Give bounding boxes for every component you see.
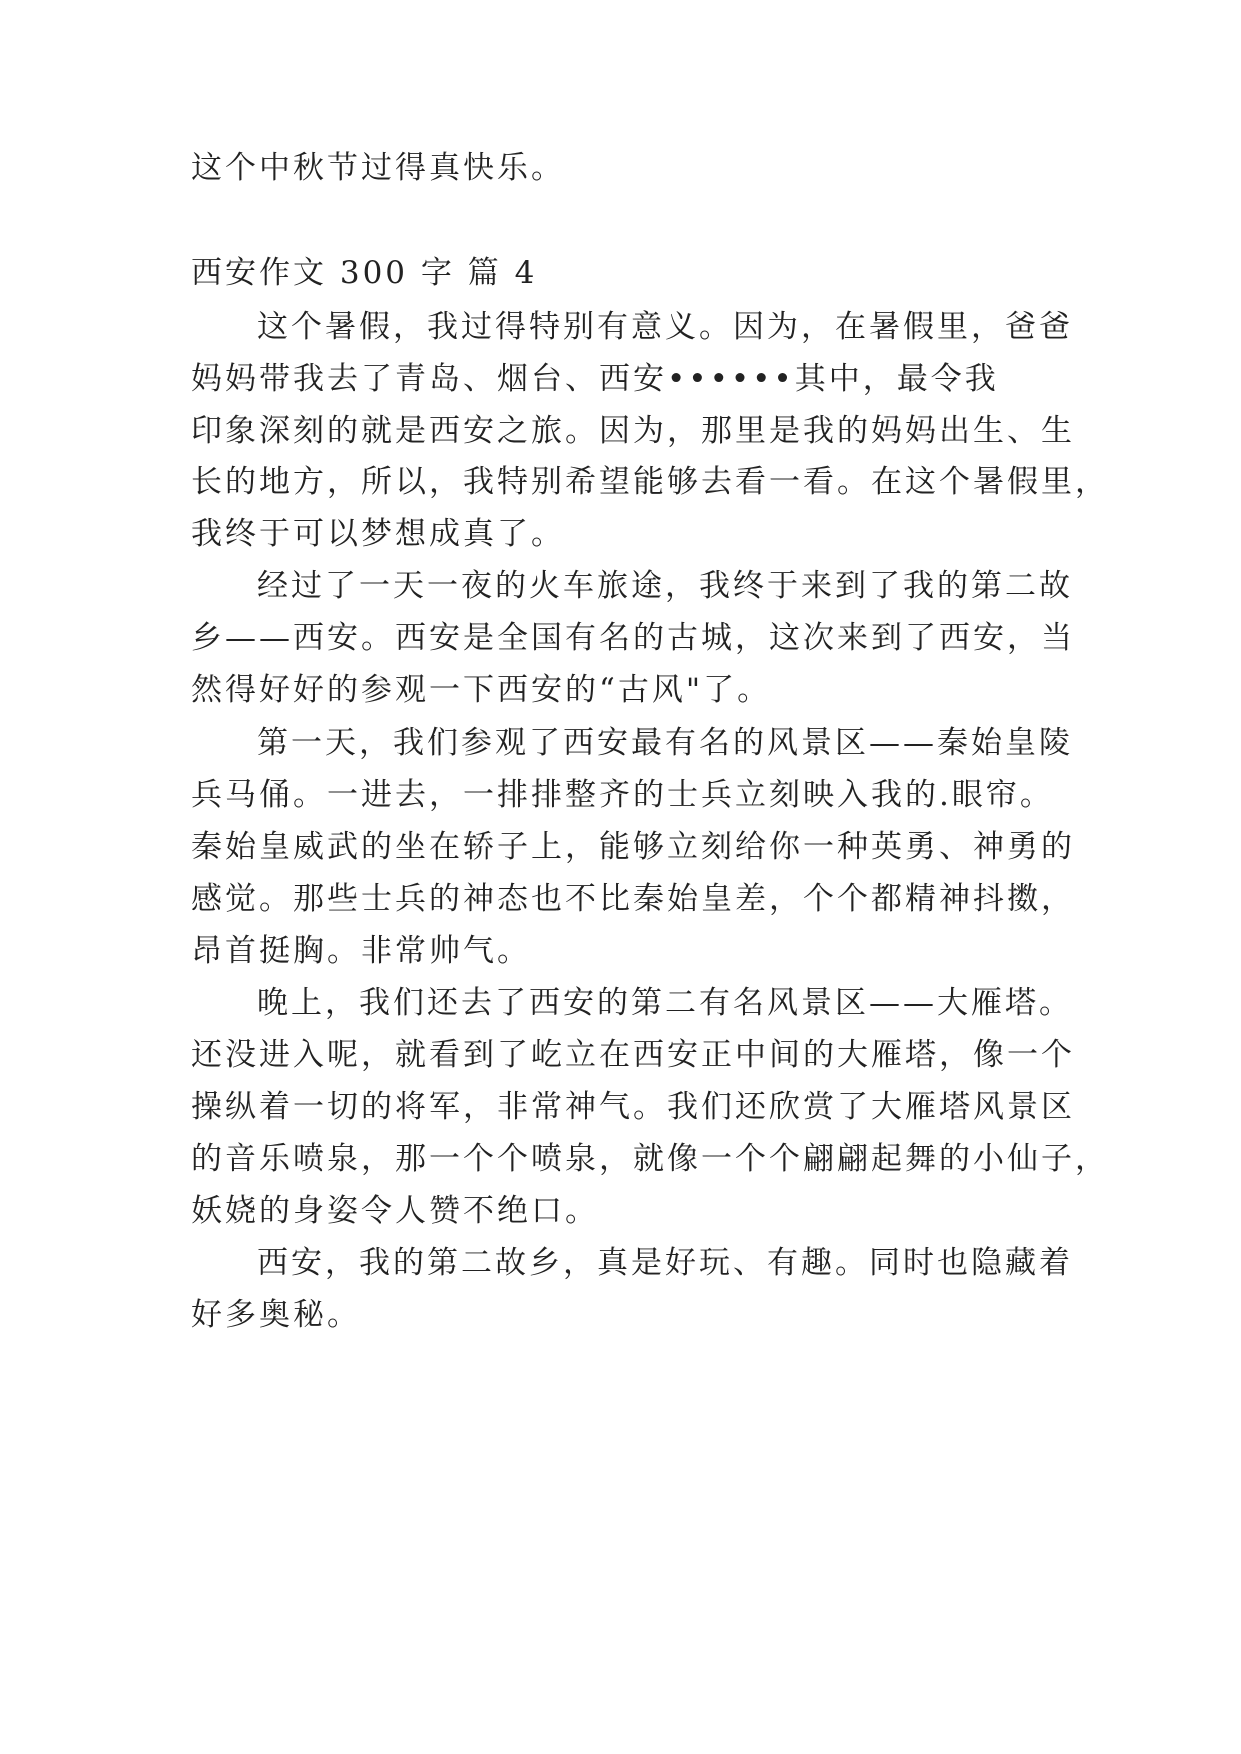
closing-line: 这个中秋节过得真快乐。 [191, 150, 565, 186]
paragraph-line: 昂首挺胸。非常帅气。 [191, 933, 531, 969]
paragraph-line: 好多奥秘。 [191, 1297, 361, 1333]
paragraph-line: 晚上，我们还去了西安的第二有名风景区——大雁塔。 [257, 985, 1073, 1021]
paragraph-line: 西安，我的第二故乡，真是好玩、有趣。同时也隐藏着 [257, 1245, 1073, 1281]
section-title: 西安作文 300 字 篇 4 [191, 255, 538, 291]
paragraph-line: 妖娆的身姿令人赞不绝口。 [191, 1193, 599, 1229]
paragraph-line: 第一天，我们参观了西安最有名的风景区——秦始皇陵 [257, 725, 1073, 761]
paragraph-line: 经过了一天一夜的火车旅途，我终于来到了我的第二故 [257, 568, 1073, 604]
paragraph-line: 感觉。那些士兵的神态也不比秦始皇差，个个都精神抖擞， [191, 881, 1075, 917]
paragraph-line: 秦始皇威武的坐在轿子上，能够立刻给你一种英勇、神勇的 [191, 829, 1075, 865]
paragraph-line: 我终于可以梦想成真了。 [191, 516, 565, 552]
paragraph-line: 操纵着一切的将军，非常神气。我们还欣赏了大雁塔风景区 [191, 1089, 1075, 1125]
paragraph-line: 兵马俑。一进去，一排排整齐的士兵立刻映入我的.眼帘。 [191, 777, 1054, 813]
paragraph-line: 妈妈带我去了青岛、烟台、西安••••••其中，最令我 [191, 361, 999, 397]
paragraph-line: 还没进入呢，就看到了屹立在西安正中间的大雁塔，像一个 [191, 1037, 1075, 1073]
paragraph-line: 印象深刻的就是西安之旅。因为，那里是我的妈妈出生、生 [191, 413, 1075, 449]
paragraph-line: 然得好好的参观一下西安的“古风"了。 [191, 672, 772, 708]
paragraph-line: 的音乐喷泉，那一个个喷泉，就像一个个翩翩起舞的小仙子， [191, 1141, 1109, 1177]
paragraph-line: 乡——西安。西安是全国有名的古城，这次来到了西安，当 [191, 620, 1075, 656]
paragraph-line: 这个暑假，我过得特别有意义。因为，在暑假里，爸爸 [257, 309, 1073, 345]
paragraph-line: 长的地方，所以，我特别希望能够去看一看。在这个暑假里， [191, 464, 1109, 500]
